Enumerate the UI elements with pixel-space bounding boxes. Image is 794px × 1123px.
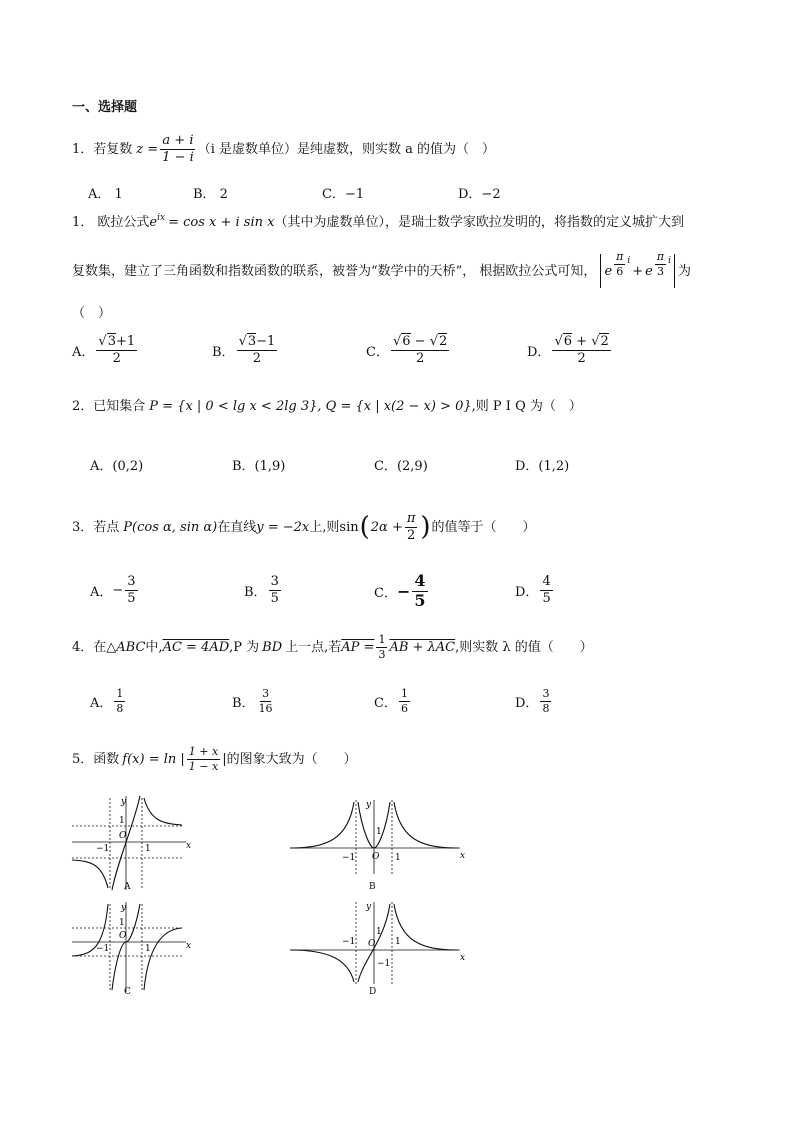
graph-d[interactable] [286, 898, 466, 986]
exp-num: π [656, 249, 665, 263]
option-b[interactable]: B．(1,9) [232, 459, 286, 474]
sin-prefix: sin [339, 519, 359, 535]
option-d[interactable]: D．−2 [458, 187, 501, 202]
vector-rest: AB + λAC [389, 639, 456, 655]
x-one-label: 1 [145, 844, 151, 854]
y-label: y [366, 902, 372, 912]
question-text: 2．已知集合 [72, 399, 146, 414]
question-text: ,则实数 λ 的值（ ） [455, 639, 593, 655]
option-b[interactable] [212, 335, 279, 365]
option-c[interactable] [366, 335, 451, 365]
graph-caption: D [369, 987, 377, 997]
question-text: 5．函数 [72, 751, 120, 767]
origin-label: O [119, 931, 127, 941]
option-label: A． [90, 584, 113, 600]
denominator: 16 [258, 701, 273, 715]
y-one-label: 1 [376, 827, 382, 837]
sin-arg: 2α + [370, 519, 403, 535]
question-text: 复数集，建立了三角函数和指数函数的联系，被誉为“数学中的天桥”， 根据欧拉公式可知， [72, 263, 597, 279]
exp-frac [614, 251, 625, 277]
question-3 [72, 512, 536, 542]
numerator: π [406, 511, 416, 526]
numerator: 3 [262, 687, 270, 700]
question-text: 在直线 [217, 519, 257, 535]
function-frac [187, 746, 220, 772]
vector-ap: AP = [341, 639, 375, 655]
e1-base: e [604, 263, 613, 279]
option-c[interactable] [374, 688, 412, 714]
x-label: x [460, 851, 466, 861]
curve-right [394, 802, 458, 848]
option-d[interactable] [515, 575, 555, 605]
numerator: 3 [270, 574, 279, 589]
option-a[interactable] [90, 575, 140, 605]
denominator: 5 [270, 590, 279, 606]
question-text: （i 是虚数单位）是纯虚数，则实数 a 的值为（ ） [197, 141, 496, 157]
fraction [160, 134, 196, 164]
option-a[interactable] [90, 688, 127, 714]
formula-rest: = cos x + i sin x [168, 215, 275, 230]
option-a[interactable]: A． 1 [88, 187, 123, 202]
radicand: 2 [439, 334, 448, 349]
radicand: 6 [563, 334, 573, 349]
curve-right [394, 904, 458, 950]
segment-bd: BD [262, 639, 283, 655]
denominator: 5 [127, 590, 136, 606]
denominator: 8 [116, 701, 124, 715]
option-label: A． [90, 695, 113, 711]
numerator: 4 [414, 571, 426, 590]
exp-i: i [668, 255, 671, 266]
exp-den: 3 [656, 264, 664, 278]
option-label: D． [527, 344, 551, 360]
option-b[interactable] [244, 575, 283, 605]
numerator: 1 [400, 687, 408, 700]
question-text: 的图象大致为（ ） [226, 751, 357, 767]
option-fraction [399, 688, 410, 714]
curve-right [144, 928, 182, 990]
function-def: f(x) = ln | [122, 751, 185, 767]
radicand: 3 [247, 334, 257, 349]
question-text: （其中为虚数单位），是瑞士数学家欧拉发明的，将指数的定义城扩大到 [274, 215, 684, 230]
y-one-label: 1 [119, 918, 125, 928]
question-text: 4．在 [72, 639, 107, 655]
option-label: D． [515, 584, 539, 600]
curve-left [72, 860, 108, 888]
denominator: 2 [406, 527, 416, 543]
numerator: a + i [162, 133, 194, 148]
option-fraction [257, 688, 275, 714]
formula-base: e [149, 215, 158, 230]
absolute-value [600, 249, 675, 288]
question-1 [72, 134, 495, 164]
numerator: 3 [127, 574, 136, 589]
y-label: y [121, 903, 127, 913]
option-b[interactable] [232, 688, 277, 714]
set-q: , Q = {x | x(2 − x) > 0} [317, 399, 472, 414]
denominator: 6 [400, 701, 408, 715]
question-text: 的值等于（ ） [431, 519, 536, 535]
x-label: x [460, 953, 466, 963]
answer-blank: （ ） [72, 306, 112, 321]
y-label: y [121, 797, 127, 807]
point-p: P(cos α, sin α) [123, 519, 218, 535]
paren-right: ) [420, 512, 431, 543]
question-number: 1．若复数 [72, 141, 133, 157]
curve-left [290, 950, 354, 982]
question-number: 1． 欧拉公式 [72, 215, 150, 230]
option-label: B． [244, 584, 267, 600]
option-fraction [540, 575, 552, 605]
exp-i: i [627, 255, 631, 266]
num-rest: −1 [256, 334, 276, 349]
question-text: ,则 P I Q 为（ ） [471, 399, 582, 414]
option-a[interactable] [72, 335, 139, 365]
graph-b[interactable] [286, 796, 466, 880]
y-one-label: 1 [376, 927, 382, 937]
option-fraction [540, 688, 551, 714]
option-label: A． [72, 344, 95, 360]
question-text: ,P 为 [229, 639, 260, 655]
exp-num: π [616, 249, 624, 263]
y-label: y [366, 800, 372, 810]
numerator: √3−1 [238, 334, 276, 349]
denominator: 3 [378, 647, 386, 661]
denominator: 2 [415, 350, 425, 366]
e2-exponent [653, 251, 671, 277]
numerator: 1 + x [188, 745, 219, 758]
denominator: 8 [542, 701, 550, 715]
operator: + [576, 334, 588, 349]
numerator: 1 [378, 633, 386, 646]
option-fraction [237, 335, 278, 365]
numerator: √6 + √2 [554, 334, 609, 349]
numerator: 1 [116, 687, 124, 700]
graph-caption: A [124, 882, 131, 892]
neg-one-label: −1 [96, 944, 110, 954]
x-label: x [186, 841, 192, 851]
curve-left [290, 802, 354, 848]
neg-one-label: −1 [342, 853, 356, 863]
x-label: x [186, 941, 192, 951]
curve-right [144, 798, 182, 825]
option-b[interactable]: B． 2 [193, 187, 228, 202]
option-fraction [391, 335, 449, 365]
option-fraction [96, 335, 137, 365]
denominator: 2 [577, 350, 586, 366]
question-text: 上一点,若 [285, 639, 342, 655]
option-sign: − [112, 582, 124, 598]
triangle: △ABC [106, 639, 146, 655]
numerator: 4 [542, 574, 551, 589]
option-label: C． [366, 344, 389, 360]
e1-exponent [612, 251, 630, 277]
x-one-label: 1 [395, 937, 401, 947]
option-sign: − [396, 581, 411, 601]
option-label: B． [232, 695, 255, 711]
denominator: 2 [112, 350, 121, 366]
option-c[interactable]: C．(2,9) [374, 459, 428, 474]
numerator: 3 [542, 687, 550, 700]
option-label: D． [515, 695, 539, 711]
plus: + [632, 263, 644, 279]
line-equation: y = −2x [256, 519, 310, 535]
option-fraction [269, 575, 281, 605]
num-rest: +1 [115, 334, 136, 349]
radicand: 3 [107, 334, 116, 349]
question-text: 3．若点 [72, 519, 120, 535]
operator: − [414, 334, 426, 349]
denominator: 2 [252, 350, 262, 366]
option-fraction [114, 688, 125, 714]
y-neg-one-label: −1 [377, 959, 391, 969]
sin-frac [405, 512, 418, 542]
question-1b-line1 [72, 213, 684, 230]
x-one-label: 1 [395, 853, 401, 863]
option-a[interactable]: A．(0,2) [90, 459, 144, 474]
option-c[interactable] [374, 573, 430, 610]
y-one-label: 1 [119, 816, 125, 826]
x-one-label: 1 [145, 944, 151, 954]
graph-caption: B [369, 882, 376, 892]
origin-label: O [372, 852, 380, 862]
question-4 [72, 634, 593, 660]
question-1b-line2 [72, 249, 692, 288]
abs-bar: | [222, 751, 227, 767]
exp-den: 6 [616, 264, 624, 278]
option-fraction [412, 573, 427, 610]
option-label: B． [212, 344, 235, 360]
origin-label: O [119, 831, 127, 841]
graph-c[interactable] [66, 898, 196, 998]
question-text: 上,则 [309, 519, 340, 535]
neg-one-label: −1 [96, 844, 110, 854]
graph-a[interactable] [66, 790, 196, 898]
coef-frac [376, 634, 387, 660]
option-d[interactable] [527, 335, 613, 365]
option-d[interactable] [515, 688, 553, 714]
graph-caption: C [124, 987, 131, 997]
formula-sup: ix [157, 213, 166, 223]
e2-base: e [645, 263, 653, 279]
radicand: 2 [600, 334, 609, 349]
option-label: C． [374, 695, 397, 711]
numerator: √3+1 [98, 334, 136, 349]
option-c[interactable]: C．−1 [322, 187, 365, 202]
question-5 [72, 746, 357, 772]
neg-one-label: −1 [342, 937, 356, 947]
exp-frac [655, 251, 666, 277]
paren-left: ( [359, 512, 370, 543]
question-text: 中, [145, 639, 163, 655]
z-equals: z = [136, 141, 159, 157]
question-2 [72, 400, 582, 413]
denominator: 5 [542, 590, 551, 606]
denominator: 1 − x [188, 759, 219, 773]
vector-equation: AC = 4AD [162, 639, 230, 655]
question-text: 为 [678, 263, 692, 279]
option-fraction [125, 575, 137, 605]
section-title: 一、选择题 [72, 100, 138, 115]
option-d[interactable]: D．(1,2) [515, 459, 570, 474]
option-label: C． [374, 585, 397, 601]
radicand: 6 [402, 334, 411, 349]
numerator: √6 − √2 [392, 334, 448, 349]
denominator: 1 − i [162, 149, 194, 165]
origin-label: O [368, 939, 376, 949]
denominator: 5 [414, 590, 426, 610]
set-p: P = {x | 0 < lg x < 2lg 3} [149, 399, 318, 414]
option-fraction [552, 335, 610, 365]
